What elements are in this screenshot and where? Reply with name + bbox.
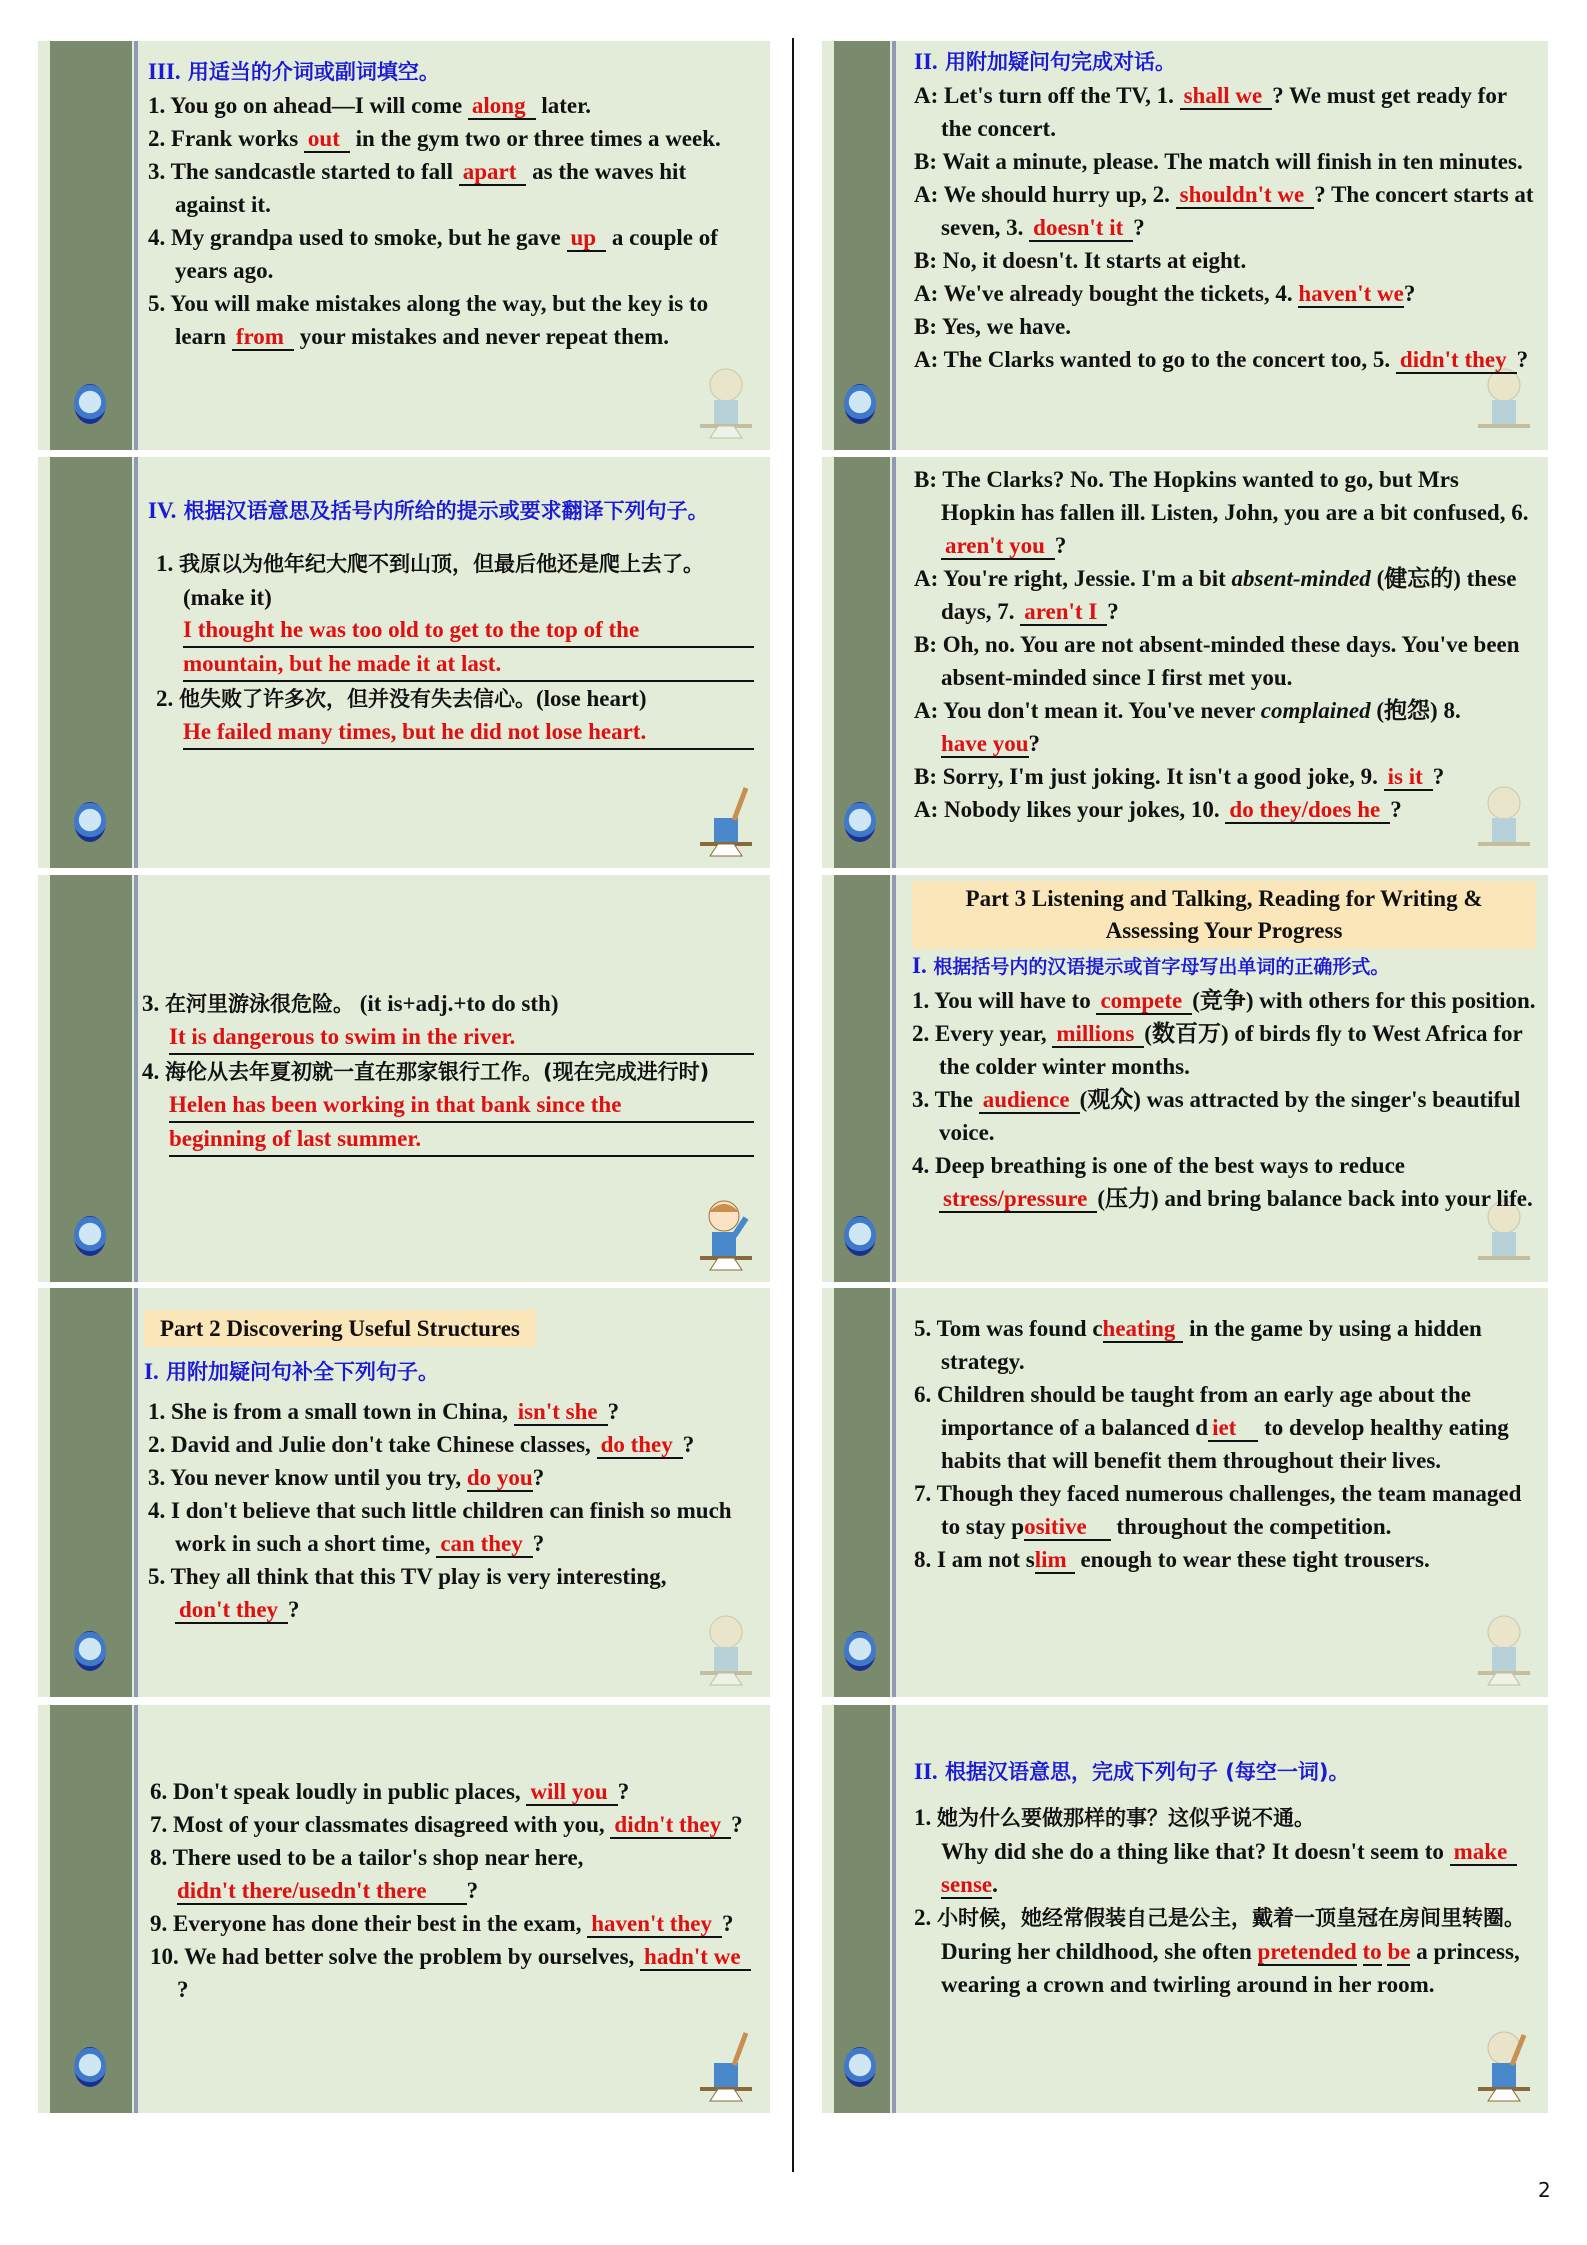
dialogue-line: B: Yes, we have.: [914, 314, 1071, 339]
translation-item: 2. 小时候，她经常假装自己是公主，戴着一顶皇冠在房间里转圈。 During her childhood, she often pretended to be a princess, wearing a crown and twirling around in her room.: [914, 1905, 1525, 1997]
dialogue-line: A: Let's turn off the TV, 1. shall we ? We must get ready for the concert.: [914, 83, 1507, 141]
school-logo-icon: [74, 1631, 106, 1671]
answer-blank: out: [304, 127, 350, 153]
answer-blank: do they/does he: [1225, 798, 1390, 824]
side-rule: [892, 457, 896, 868]
exercise-item: 6. Children should be taught from an early age about the importance of a balanced d iet to develop healthy eating habits that will benefit them throughout their lives.: [914, 1382, 1509, 1473]
school-logo-icon: [844, 802, 876, 842]
dialogue-line: A: You're right, Jessie. I'm a bit absent-minded (健忘的) these days, 7. aren't I ?: [914, 566, 1517, 624]
slide-right-5: [822, 1705, 1548, 2113]
slide-right-3: [822, 875, 1548, 1282]
side-rule: [134, 457, 138, 868]
section-heading: IV. 根据汉语意思及括号内所给的提示或要求翻译下列句子。: [148, 498, 709, 523]
exercise-item: 7. Though they faced numerous challenges, the team managed to stay positive throughout the competition.: [914, 1481, 1522, 1539]
section-heading: I. 根据括号内的汉语提示或首字母写出单词的正确形式。: [912, 953, 1390, 978]
answer-blank: iet: [1208, 1416, 1258, 1442]
answer-blank: will you: [526, 1780, 617, 1806]
answer-blank: doesn't it: [1029, 216, 1133, 242]
exercise-item: 4. Deep breathing is one of the best ways to reduce stress/pressure (压力) and bring balance back into your life.: [912, 1153, 1533, 1211]
answer-blank: do you: [466, 1465, 533, 1490]
answer-blank: lim: [1035, 1548, 1075, 1574]
exercise-item: 1. You will have to compete (竞争) with others for this position.: [912, 988, 1536, 1013]
answer-line: Helen has been working in that bank since the: [169, 1089, 754, 1123]
school-logo-icon: [74, 1216, 106, 1256]
answer-blank: make: [1450, 1840, 1518, 1866]
side-rule: [892, 1705, 896, 2113]
dialogue-line: A: The Clarks wanted to go to the concert too, 5. didn't they ?: [914, 347, 1529, 372]
answer-blank: shall we: [1180, 84, 1273, 110]
school-logo-icon: [844, 1631, 876, 1671]
answer-blank: don't they: [175, 1598, 288, 1624]
column-divider: [792, 38, 794, 2172]
dialogue-line: A: We've already bought the tickets, 4. haven't we?: [914, 281, 1416, 306]
section-heading: I. 用附加疑问句补全下列句子。: [144, 1359, 440, 1384]
translation-item: 2. 他失败了许多次，但并没有失去信心。(lose heart) He failed many times, but he did not lose heart.: [156, 682, 754, 750]
slide-right-4: [822, 1288, 1548, 1697]
slide-right-2: [822, 457, 1548, 868]
side-rule: [892, 41, 896, 450]
translation-item: 1. 她为什么要做那样的事？这似乎说不通。 Why did she do a thing like that? It doesn't seem to make sense.: [914, 1801, 1536, 1901]
exercise-item: 5. Tom was found cheating in the game by using a hidden strategy.: [914, 1316, 1482, 1374]
answer-blank: up: [567, 226, 607, 252]
side-rule: [134, 1288, 138, 1697]
slide-right-1: [822, 41, 1548, 450]
dialogue-line: B: Oh, no. You are not absent-minded these days. You've been absent-minded since I first met you.: [914, 632, 1520, 690]
dialogue-line: B: No, it doesn't. It starts at eight.: [914, 248, 1247, 273]
exercise-item: 2. David and Julie don't take Chinese classes, do they ?: [148, 1432, 695, 1457]
part-label: Part 3 Listening and Talking, Reading for Writing & Assessing Your Progress: [912, 881, 1536, 949]
translation-item: 4. 海伦从去年夏初就一直在那家银行工作。(现在完成进行时) Helen has been working in that bank since the beginning of last summer.: [142, 1055, 754, 1157]
answer-blank: isn't she: [514, 1400, 608, 1426]
answer-blank: hadn't we: [640, 1945, 751, 1971]
dialogue-line: A: We should hurry up, 2. shouldn't we ? The concert starts at seven, 3. doesn't it ?: [914, 182, 1534, 240]
answer-blank: have you: [941, 731, 1029, 756]
answer-blank: didn't there/usedn't there: [177, 1879, 467, 1905]
student-mascot-icon: [696, 1192, 756, 1272]
answer-blank: from: [232, 325, 294, 351]
answer-blank: can they: [436, 1532, 532, 1558]
exercise-item: 9. Everyone has done their best in the exam, haven't they ?: [150, 1911, 734, 1936]
exercise-item: 3. The audience (观众) was attracted by the singer's beautiful voice.: [912, 1087, 1521, 1145]
dialogue-line: B: Wait a minute, please. The match will finish in ten minutes.: [914, 149, 1523, 174]
school-logo-icon: [74, 384, 106, 424]
side-rule: [134, 1705, 138, 2113]
answer-blank: along: [468, 94, 536, 120]
exercise-item: 3. You never know until you try, do you?: [148, 1465, 545, 1490]
answer-line: mountain, but he made it at last.: [183, 648, 754, 682]
student-mascot-icon: [1474, 2023, 1534, 2103]
student-mascot-icon: [696, 2023, 756, 2103]
slide-left-5: [38, 1705, 770, 2113]
side-rule: [134, 41, 138, 450]
student-mascot-icon: [696, 360, 756, 440]
answer-blank: do they: [597, 1433, 683, 1459]
answer-blank: ositive: [1024, 1515, 1111, 1541]
section-heading: II. 用附加疑问句完成对话。: [914, 49, 1176, 74]
exercise-item: 6. Don't speak loudly in public places, will you ?: [150, 1779, 630, 1804]
answer-blank: stress/pressure: [939, 1187, 1097, 1213]
side-rule: [892, 1288, 896, 1697]
exercise-item: 1. You go on ahead—I will come along later.: [148, 93, 591, 118]
section-heading: II. 根据汉语意思，完成下列句子 (每空一词)。: [914, 1759, 1350, 1784]
slide-left-1: [38, 41, 770, 450]
dialogue-line: B: Sorry, I'm just joking. It isn't a good joke, 9. is it ?: [914, 764, 1445, 789]
school-logo-icon: [74, 2047, 106, 2087]
answer-line: It is dangerous to swim in the river.: [169, 1021, 754, 1055]
school-logo-icon: [844, 2047, 876, 2087]
slide-left-3: [38, 875, 770, 1282]
exercise-item: 5. They all think that this TV play is very interesting, don't they ?: [148, 1564, 667, 1622]
exercise-item: 8. I am not slim enough to wear these tight trousers.: [914, 1547, 1430, 1572]
exercise-item: 2. Every year, millions (数百万) of birds fly to West Africa for the colder winter months.: [912, 1021, 1523, 1079]
answer-blank: compete: [1096, 989, 1192, 1015]
answer-line: beginning of last summer.: [169, 1123, 754, 1157]
side-rule: [892, 875, 896, 1282]
exercise-item: 3. The sandcastle started to fall apart as the waves hit against it.: [148, 159, 687, 217]
answer-blank: sense: [941, 1872, 993, 1897]
slide-left-4: [38, 1288, 770, 1697]
answer-blank: didn't they: [1396, 348, 1517, 374]
exercise-item: 7. Most of your classmates disagreed with you, didn't they ?: [150, 1812, 743, 1837]
answer-blank: apart: [459, 160, 527, 186]
answer-line: I thought he was too old to get to the top of the: [183, 614, 754, 648]
answer-blank: to: [1362, 1939, 1382, 1964]
answer-blank: is it: [1384, 765, 1433, 791]
translation-item: 3. 在河里游泳很危险。 (it is+adj.+to do sth) It is dangerous to swim in the river.: [142, 987, 754, 1055]
exercise-item: 8. There used to be a tailor's shop near here, didn't there/usedn't there ?: [150, 1845, 584, 1903]
exercise-item: 5. You will make mistakes along the way, but the key is to learn from your mistakes and never repeat them.: [148, 291, 709, 349]
slide-left-2: [38, 457, 770, 868]
side-rule: [134, 875, 138, 1282]
answer-blank: aren't you: [941, 534, 1055, 560]
page-number: 2: [1538, 2178, 1551, 2202]
school-logo-icon: [844, 1216, 876, 1256]
student-mascot-icon: [1474, 1607, 1534, 1687]
school-logo-icon: [74, 802, 106, 842]
exercise-item: 1. She is from a small town in China, isn't she ?: [148, 1399, 620, 1424]
exercise-item: 4. I don't believe that such little children can finish so much work in such a short time, can they ?: [148, 1498, 732, 1556]
answer-blank: millions: [1052, 1022, 1144, 1048]
answer-blank: haven't they: [587, 1912, 722, 1938]
answer-blank: aren't I: [1020, 600, 1107, 626]
school-logo-icon: [844, 384, 876, 424]
answer-blank: be: [1387, 1939, 1411, 1964]
exercise-item: 4. My grandpa used to smoke, but he gave up a couple of years ago.: [148, 225, 718, 283]
answer-blank: didn't they: [610, 1813, 731, 1839]
answer-blank: audience: [979, 1088, 1080, 1114]
answer-blank: heating: [1103, 1317, 1184, 1343]
part-label: Part 2 Discovering Useful Structures: [144, 1310, 536, 1347]
dialogue-line: A: Nobody likes your jokes, 10. do they/does he ?: [914, 797, 1402, 822]
exercise-item: 10. We had better solve the problem by ourselves, hadn't we?: [150, 1940, 754, 2006]
student-mascot-icon: [696, 778, 756, 858]
dialogue-line: A: You don't mean it. You've never complained (抱怨) 8. have you?: [914, 698, 1461, 756]
answer-blank: shouldn't we: [1176, 183, 1315, 209]
dialogue-line: B: The Clarks? No. The Hopkins wanted to go, but Mrs Hopkin has fallen ill. Listen, John, you are a bit confused, 6. aren't you ?: [914, 467, 1529, 558]
answer-line: He failed many times, but he did not lose heart.: [183, 716, 754, 750]
exercise-item: 2. Frank works out in the gym two or three times a week.: [148, 126, 721, 151]
answer-blank: haven't we: [1298, 281, 1404, 306]
translation-item: 1. 我原以为他年纪大爬不到山顶，但最后他还是爬上去了。 (make it) I thought he was too old to get to the top of the mountain, but he made it at last.: [156, 547, 754, 682]
answer-blank: pretended: [1257, 1939, 1357, 1964]
section-heading: III. 用适当的介词或副词填空。: [148, 59, 440, 84]
